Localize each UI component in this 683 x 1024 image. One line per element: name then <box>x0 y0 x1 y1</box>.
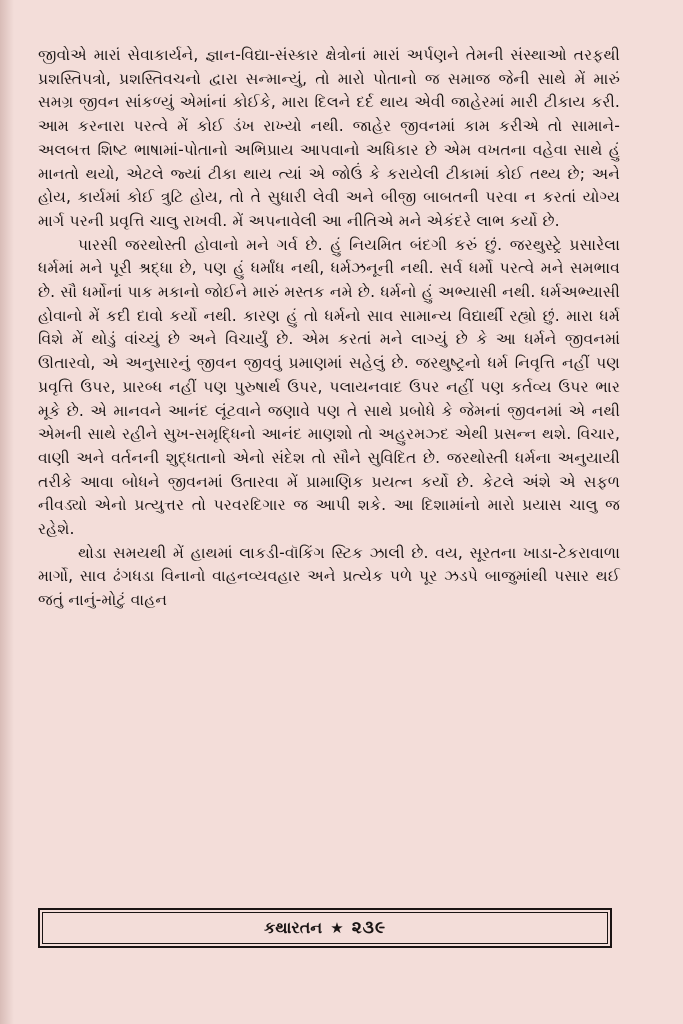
body-text <box>38 44 620 613</box>
star-icon: ★ <box>330 919 344 937</box>
paragraph-3: થોડા સમયથી મેં હાથમાં લાકડી-વૉકિંગ સ્ટિક ઝાલી છે. વય, સૂરતના ખાડા-ટેકરાવાળા માર્ગો, સાવ ઢંગધડા વિનાનો વાહનવ્યવહાર અને પ્રત્યેક પળે પૂર ઝડપે બાજુમાંથી પસાર થઈ જતું નાનું-મોટું વાહન <box>38 543 620 610</box>
page-edge <box>0 0 14 1024</box>
page-number: ૨૩૯ <box>351 918 387 938</box>
book-title: કથારતન <box>263 918 323 937</box>
paragraph-1: જીવોએ મારાં સેવાકાર્યને, જ્ઞાન-વિદ્યા-સંસ્કાર ક્ષેત્રોનાં મારાં અર્પણને તેમની સંસ્થાઓ તરફથી પ્રશસ્તિપત્રો, પ્રશસ્તિવચનો દ્વારા સન્માન્યું, તો મારો પોતાનો જ સમાજ જેની સાથે મેં મારું સમગ્ર જીવન સાંકળ્યું એમાંનાં કોઈકે, મારા દિલને દર્દ થાય એવી જાહેરમાં મારી ટીકાય કરી. આમ કરનારા પરત્વે મેં કોઈ ડંખ રાખ્યો નથી. જાહેર જીવનમાં કામ કરીએ તો સામાને-અલબત્ત શિષ્ટ ભાષામાં-પોતાનો અભિપ્રાય આપવાનો અધિકાર છે એમ વખતના વહેવા સાથે હું માનતો થયો, એટલે જ્યાં ટીકા થાય ત્યાં એ જોઉં કે કરાયેલી ટીકામાં કોઈ તથ્ય છે; અને હોય, કાર્યમાં કોઈ ત્રુટિ હોય, તો તે સુધારી લેવી અને બીજી બાબતની પરવા ન કરતાં યોગ્ય માર્ગ પરની પ્રવૃત્તિ ચાલુ રાખવી. મેં અપનાવેલી આ નીતિએ મને એકંદરે લાભ કર્યો છે. <box>38 46 620 230</box>
page-footer <box>38 908 612 948</box>
paragraph-2: પારસી જરથોસ્તી હોવાનો મને ગર્વ છે. હું નિયમિત બંદગી કરું છું. જરથુસ્ટ્રે પ્રસારેલા ધર્મમાં મને પૂરી શ્રદ્ધા છે, પણ હું ધર્માંધ નથી, ધર્મઝનૂની નથી. સર્વ ધર્મો પરત્વે મને સમભાવ છે. સૌ ધર્મોનાં પાક મકાનો જોઈને મારું મસ્તક નમે છે. ધર્મનો હું અભ્યાસી નથી. ધર્મઅભ્યાસી હોવાનો મેં કદી દાવો કર્યો નથી. કારણ હું તો ધર્મનો સાવ સામાન્ય વિદ્યાર્થી રહ્યો છું. મારા ધર્મ વિશે મેં થોડું વાંચ્યું છે અને વિચાર્યું છે. એમ કરતાં મને લાગ્યું છે કે આ ધર્મને જીવનમાં ઊતારવો, એ અનુસારનું જીવન જીવવું પ્રમાણમાં સહેલું છે. જરથુષ્ટ્રનો ધર્મ નિવૃત્તિ નહીં પણ પ્રવૃત્તિ ઉપર, પ્રારબ્ધ નહીં પણ પુરુષાર્થ ઉપર, પલાયનવાદ ઉપર નહીં પણ કર્તવ્ય ઉપર ભાર મૂકે છે. એ માનવને આનંદ લૂંટવાને જણાવે પણ તે સાથે પ્રબોધે કે જેમનાં જીવનમાં એ નથી એમની સાથે રહીને સુખ-સમૃદ્ધિનો આનંદ માણશો તો અહુરમઝ્દ એથી પ્રસન્ન થશે. વિચાર, વાણી અને વર્તનની શુદ્ધતાનો એનો સંદેશ તો સૌને સુવિદિત છે. જરથોસ્તી ધર્મના અનુયાયી તરીકે આવા બોધને જીવનમાં ઉતારવા મેં પ્રામાણિક પ્રયત્ન કર્યો છે. કેટલે અંશે એ સફળ નીવડ્યો એનો પ્રત્યુત્તર તો પરવરદિગાર જ આપી શકે. આ દિશામાંનો મારો પ્રયાસ ચાલુ જ રહેશે. <box>38 235 620 539</box>
